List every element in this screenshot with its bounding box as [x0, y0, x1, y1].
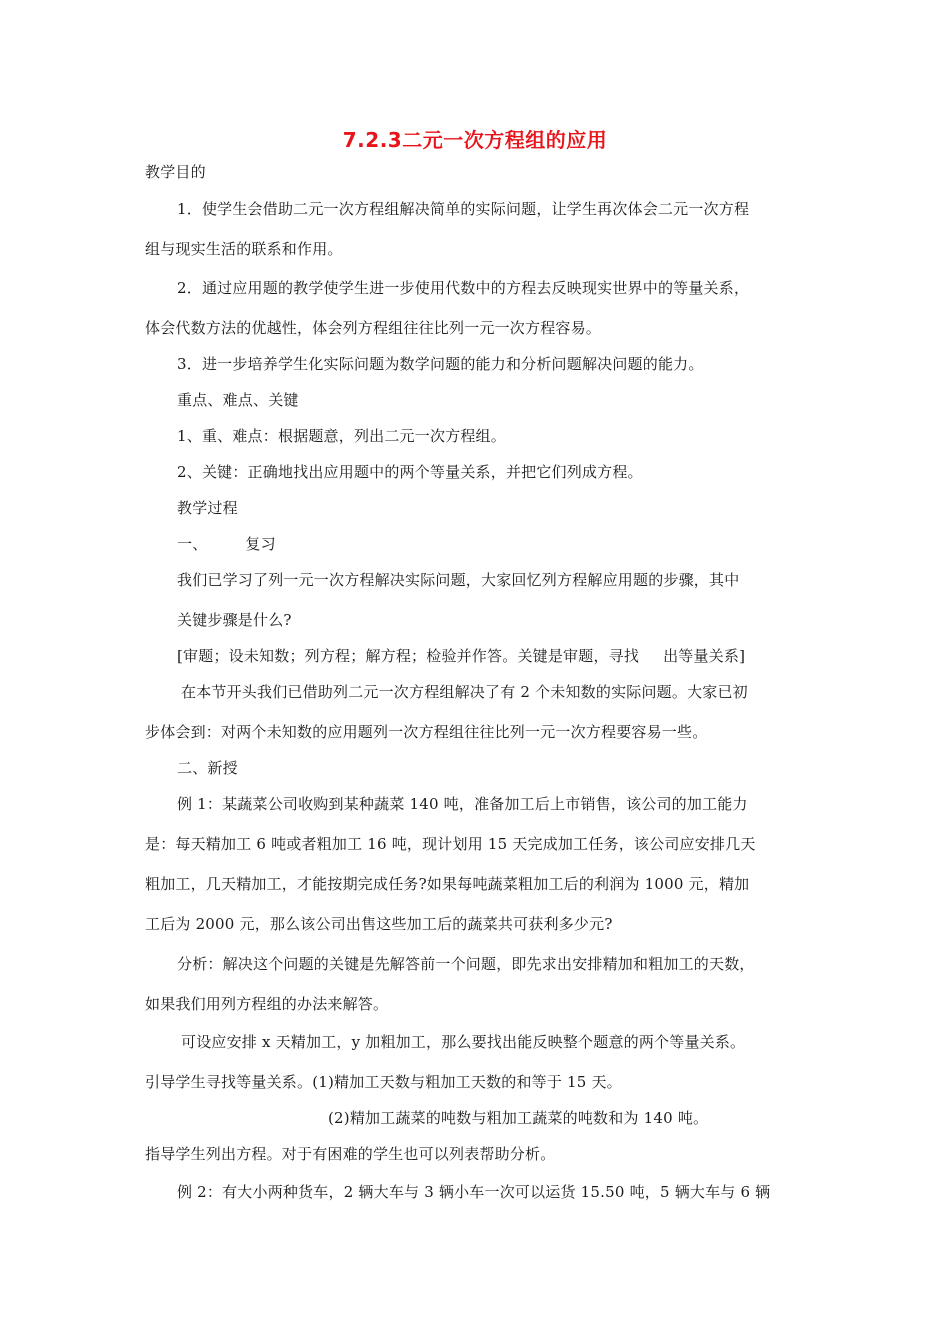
- process-heading: 教学过程: [177, 499, 238, 517]
- example-2-line-1: 例 2：有大小两种货车，2 辆大车与 3 辆小车一次可以运货 15.50 吨，5 辆大车与 6 辆: [177, 1183, 771, 1201]
- review-line-1: 我们已学习了列一元一次方程解决实际问题，大家回忆列方程解应用题的步骤，其中: [177, 571, 740, 589]
- objective-1-line-1: 1．使学生会借助二元一次方程组解决简单的实际问题，让学生再次体会二元一次方程: [177, 200, 750, 218]
- section-1-heading: [177, 534, 276, 554]
- objectives-heading: 教学目的: [145, 163, 206, 181]
- analysis-line-1: 分析：解决这个问题的关键是先解答前一个问题，即先求出安排精加和粗加工的天数，: [177, 955, 755, 973]
- setup-line: 可设应安排 x 天精加工，y 加粗加工，那么要找出能反映整个题意的两个等量关系。: [181, 1033, 746, 1051]
- review-answer-part-2: 出等量关系]: [663, 647, 746, 665]
- objective-3: 3．进一步培养学生化实际问题为数学问题的能力和分析问题解决问题的能力。: [177, 355, 704, 373]
- document-title: 7.2.3二元一次方程组的应用: [342, 128, 608, 152]
- keypoint-1: 1、重、难点：根据题意，列出二元一次方程组。: [177, 427, 506, 445]
- example-1-line-2: 是：每天精加工 6 吨或者粗加工 16 吨，现计划用 15 天完成加工任务，该公司应安排几天: [145, 835, 756, 853]
- keypoints-heading: 重点、难点、关键: [177, 391, 299, 409]
- section-1-label: 复习: [245, 535, 276, 553]
- section-2-heading: 二、新授: [177, 759, 238, 777]
- example-1-line-4: 工后为 2000 元，那么该公司出售这些加工后的蔬菜共可获利多少元?: [145, 915, 613, 933]
- intro-line-1: 在本节开头我们已借助列二元一次方程组解决了有 2 个未知数的实际问题。大家已初: [181, 683, 748, 701]
- intro-line-2: 步体会到：对两个未知数的应用题列一次方程组往往比列一元一次方程要容易一些。: [145, 723, 708, 741]
- review-answer: [177, 646, 745, 666]
- objective-1-line-2: 组与现实生活的联系和作用。: [145, 240, 343, 258]
- review-answer-part-1: [审题；设未知数；列方程；解方程；检验并作答。关键是审题，寻找: [177, 647, 640, 665]
- example-1-line-1: 例 1：某蔬菜公司收购到某种蔬菜 140 吨，准备加工后上市销售，该公司的加工能力: [177, 795, 748, 813]
- keypoint-2: 2、关键：正确地找出应用题中的两个等量关系，并把它们列成方程。: [177, 463, 643, 481]
- analysis-line-2: 如果我们用列方程组的办法来解答。: [145, 995, 389, 1013]
- objective-2-line-1: 2．通过应用题的教学使学生进一步使用代数中的方程去反映现实世界中的等量关系，: [177, 279, 750, 297]
- guide-line-1: 引导学生寻找等量关系。(1)精加工天数与粗加工天数的和等于 15 天。: [145, 1073, 622, 1091]
- section-1-number: 一、: [177, 535, 208, 553]
- guide-line-3: 指导学生列出方程。对于有困难的学生也可以列表帮助分析。: [145, 1145, 556, 1163]
- guide-line-2: (2)精加工蔬菜的吨数与粗加工蔬菜的吨数和为 140 吨。: [328, 1109, 709, 1127]
- review-line-2: 关键步骤是什么?: [177, 611, 292, 629]
- objective-2-line-2: 体会代数方法的优越性，体会列方程组往往比列一元一次方程容易。: [145, 319, 602, 337]
- example-1-line-3: 粗加工，几天精加工，才能按期完成任务?如果每吨蔬菜粗加工后的利润为 1000 元，精加: [145, 875, 750, 893]
